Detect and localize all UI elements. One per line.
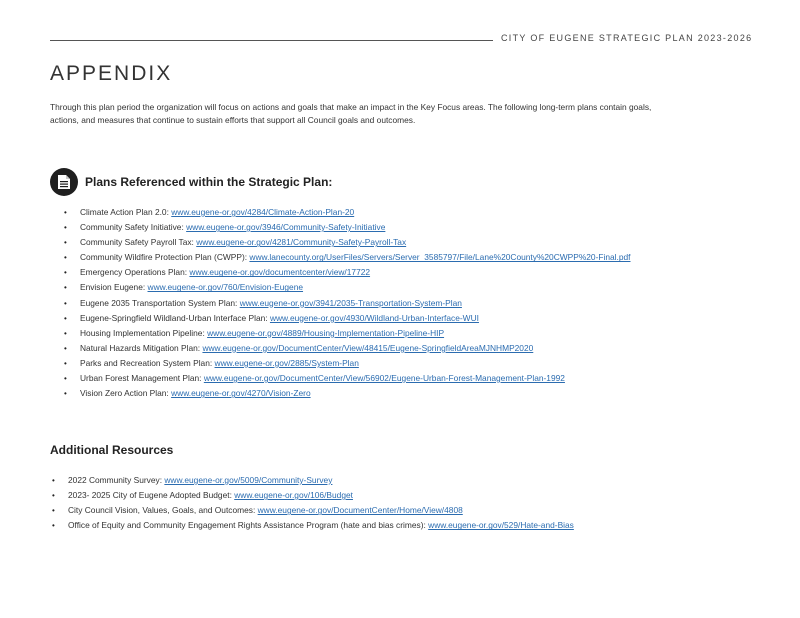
item-link[interactable]: www.eugene-or.gov/5009/Community-Survey — [164, 475, 333, 485]
item-label: Community Safety Payroll Tax: — [80, 237, 197, 248]
item-label: Eugene 2035 Transportation System Plan: — [80, 297, 240, 308]
list-item — [80, 311, 631, 326]
list-item — [80, 280, 631, 295]
header-title: CITY OF EUGENE STRATEGIC PLAN 2023-2026 — [501, 33, 753, 43]
list-item — [80, 341, 631, 356]
list-item — [80, 265, 631, 280]
item-link[interactable]: www.lanecounty.org/UserFiles/Servers/Server_3585797/File/Lane%20County%20CWPP%20-Final.pdf — [249, 252, 631, 263]
list-item — [68, 503, 574, 518]
document-icon — [50, 168, 78, 196]
plans-heading: Plans Referenced within the Strategic Plan: — [85, 175, 333, 189]
list-item — [80, 326, 631, 341]
item-label: Vision Zero Action Plan: — [80, 388, 172, 399]
list-item — [80, 356, 631, 371]
item-link[interactable]: www.eugene-or.gov/760/Envision-Eugene — [147, 282, 304, 293]
list-item — [68, 488, 574, 503]
item-link[interactable]: www.eugene-or.gov/529/Hate-and-Bias — [428, 520, 574, 531]
header-rule — [50, 40, 493, 41]
item-label: City Council Vision, Values, Goals, and Outcomes: — [68, 505, 258, 516]
list-item — [80, 220, 631, 235]
item-link[interactable]: www.eugene-or.gov/DocumentCenter/View/48415/Eugene-SpringfieldAreaMJNHMP2020 — [202, 342, 534, 353]
item-link[interactable]: www.eugene-or.gov/DocumentCenter/Home/View/4808 — [257, 505, 463, 516]
item-link[interactable]: www.eugene-or.gov/2885/System-Plan — [214, 357, 359, 368]
item-link[interactable]: www.eugene-or.gov/3946/Community-Safety-Initiative — [186, 222, 386, 233]
item-label: 2023- 2025 City of Eugene Adopted Budget: — [68, 490, 235, 501]
resources-list — [68, 473, 574, 533]
intro-paragraph: Through this plan period the organization will focus on actions and goals that make an impact in the Key Focus areas. The following long-term plans contain goals, actions, and measures that continue to sustain efforts that support all Council goals and outcomes. — [50, 102, 652, 125]
item-label: Parks and Recreation System Plan: — [80, 357, 215, 368]
item-label: Emergency Operations Plan: — [80, 267, 190, 278]
item-label: Eugene-Springfield Wildland-Urban Interface Plan: — [80, 312, 270, 323]
item-label: Climate Action Plan 2.0: — [80, 207, 172, 217]
list-item — [80, 371, 631, 386]
item-link[interactable]: www.eugene-or.gov/4284/Climate-Action-Plan-20 — [171, 207, 355, 217]
item-label: 2022 Community Survey: — [68, 475, 165, 485]
item-label: Natural Hazards Mitigation Plan: — [80, 342, 203, 353]
item-link[interactable]: www.eugene-or.gov/documentcenter/view/17722 — [189, 267, 371, 278]
item-link[interactable]: www.eugene-or.gov/4889/Housing-Implementation-Pipeline-HIP — [207, 327, 445, 338]
page-title: APPENDIX — [50, 62, 173, 85]
list-item — [68, 518, 574, 533]
document-icon-glyph — [57, 174, 71, 190]
item-link[interactable]: www.eugene-or.gov/106/Budget — [234, 490, 353, 501]
item-label: Office of Equity and Community Engagement Rights Assistance Program (hate and bias crimes): — [68, 520, 429, 531]
item-link[interactable]: www.eugene-or.gov/4930/Wildland-Urban-Interface-WUI — [269, 312, 479, 323]
item-label: Urban Forest Management Plan: — [80, 373, 204, 384]
list-item — [80, 205, 631, 220]
item-label: Community Safety Initiative: — [80, 222, 187, 233]
item-link[interactable]: www.eugene-or.gov/4281/Community-Safety-Payroll-Tax — [196, 237, 407, 248]
item-label: Community Wildfire Protection Plan (CWPP): — [80, 252, 250, 263]
list-item — [80, 386, 631, 401]
list-item — [80, 296, 631, 311]
plans-list — [80, 205, 631, 401]
item-label: Housing Implementation Pipeline: — [80, 327, 208, 338]
item-label: Envision Eugene: — [80, 282, 148, 293]
list-item — [80, 250, 631, 265]
list-item — [68, 473, 574, 488]
item-link[interactable]: www.eugene-or.gov/3941/2035-Transportation-System-Plan — [239, 297, 462, 308]
list-item — [80, 235, 631, 250]
item-link[interactable]: www.eugene-or.gov/4270/Vision-Zero — [171, 388, 311, 399]
item-link[interactable]: www.eugene-or.gov/DocumentCenter/View/56902/Eugene-Urban-Forest-Management-Plan-1992 — [203, 373, 565, 384]
resources-heading: Additional Resources — [50, 443, 174, 457]
